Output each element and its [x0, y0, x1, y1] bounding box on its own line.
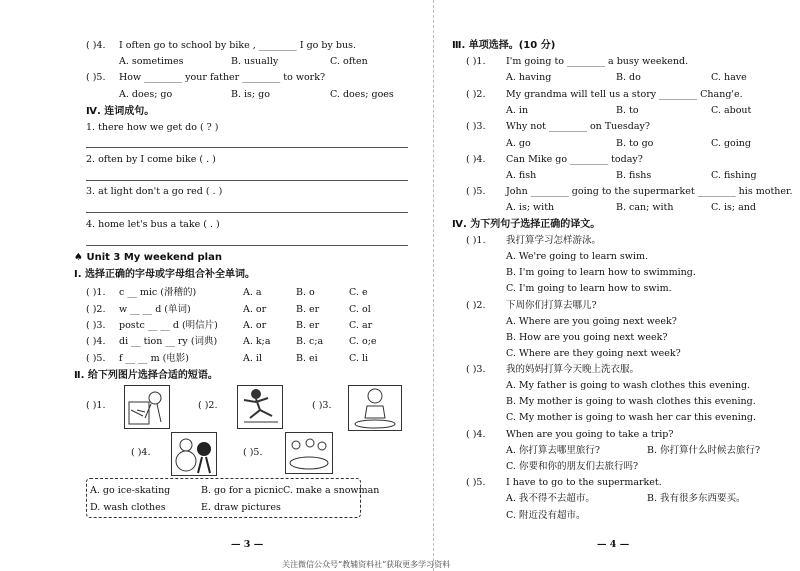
page-number-left: — 3 —: [231, 539, 264, 550]
w4-word: di __ tion __ ry (词典): [119, 336, 218, 347]
drawing-pictures-image: [124, 385, 170, 429]
w4-b: B. c;a: [296, 336, 324, 347]
t1-c: C. I'm going to learn how to swim.: [506, 283, 672, 294]
pic3-num: ( )3.: [312, 400, 332, 411]
w4-c: C. o;e: [349, 336, 377, 347]
w4-a: A. k;a: [243, 336, 271, 347]
left-q4-b: B. usually: [231, 56, 279, 67]
w3-c: C. ar: [349, 320, 373, 331]
r-q5-b: B. can; with: [616, 202, 674, 213]
phrase-d: D. wash clothes: [90, 502, 166, 513]
r-q2-num: ( )2.: [466, 89, 486, 100]
w5-num: ( )5.: [86, 353, 106, 364]
t4-a: A. 你打算去哪里旅行?: [506, 445, 600, 456]
r-q4-num: ( )4.: [466, 154, 486, 165]
answer-line-2[interactable]: [86, 180, 408, 181]
sentence-4: 4. home let's bus a take ( . ): [86, 219, 220, 230]
r-q3-num: ( )3.: [466, 121, 486, 132]
right-sec3-title: Ⅲ. 单项选择。(10 分): [452, 40, 556, 51]
w5-a: A. il: [243, 353, 262, 364]
r-q1-b: B. do: [616, 72, 641, 83]
footer-watermark: 关注微信公众号“教辅资料社”获取更多学习资料: [282, 560, 451, 569]
r-q4-b: B. fishs: [616, 170, 652, 181]
w2-num: ( )2.: [86, 304, 106, 315]
left-q5-text: How ________ your father ________ to work?: [119, 72, 326, 83]
t5-b: B. 我有很多东西要买。: [647, 493, 746, 504]
r-q5-c: C. is; and: [711, 202, 756, 213]
t4-c: C. 你要和你的朋友们去旅行吗?: [506, 461, 639, 472]
pic2-num: ( )2.: [198, 400, 218, 411]
unit-title: Unit 3 My weekend plan: [86, 252, 222, 263]
left-q4-c: C. often: [330, 56, 368, 67]
sentence-1: 1. there how we get do ( ? ): [86, 122, 219, 133]
t5-a: A. 我不得不去超市。: [506, 493, 595, 504]
left-q5-c: C. does; goes: [330, 89, 394, 100]
t5-num: ( )5.: [466, 477, 486, 488]
t2-b: B. How are you going next week?: [506, 332, 668, 343]
left-sec4-title: Ⅳ. 连词成句。: [86, 106, 155, 117]
t4-num: ( )4.: [466, 429, 486, 440]
left-q4-text: I often go to school by bike , ________ I go by bus.: [119, 40, 356, 51]
t3-text: 我的妈妈打算今天晚上洗衣服。: [506, 364, 640, 375]
answer-line-1[interactable]: [86, 147, 408, 148]
t2-num: ( )2.: [466, 300, 486, 311]
r-q1-c: C. have: [711, 72, 747, 83]
left-sec2-title: Ⅱ. 给下列图片选择合适的短语。: [74, 370, 218, 381]
t3-num: ( )3.: [466, 364, 486, 375]
w5-c: C. li: [349, 353, 369, 364]
w3-num: ( )3.: [86, 320, 106, 331]
r-q3-c: C. going: [711, 138, 752, 149]
picnic-image: [285, 432, 333, 474]
w1-b: B. o: [296, 287, 315, 298]
w2-b: B. er: [296, 304, 320, 315]
r-q2-c: C. about: [711, 105, 752, 116]
phrase-e: E. draw pictures: [201, 502, 281, 513]
t1-num: ( )1.: [466, 235, 486, 246]
left-sec1-title: Ⅰ. 选择正确的字母或字母组合补全单词。: [74, 269, 256, 280]
snowman-image: [171, 432, 217, 476]
w2-c: C. ol: [349, 304, 371, 315]
r-q3-text: Why not ________ on Tuesday?: [506, 121, 650, 132]
left-q5-a: A. does; go: [119, 89, 173, 100]
r-q4-c: C. fishing: [711, 170, 757, 181]
t2-c: C. Where are they going next week?: [506, 348, 681, 359]
right-sec4-title: Ⅳ. 为下列句子选择正确的译文。: [452, 219, 601, 230]
t3-b: B. My mother is going to wash clothes this evening.: [506, 396, 756, 407]
w3-b: B. er: [296, 320, 320, 331]
left-q4-a: A. sometimes: [119, 56, 184, 67]
w3-word: postc __ __ d (明信片): [119, 320, 218, 331]
t2-text: 下周你们打算去哪儿?: [506, 300, 597, 311]
r-q1-text: I'm going to ________ a busy weekend.: [506, 56, 689, 67]
phrase-c: C. make a snowman: [283, 485, 380, 496]
left-q5-b: B. is; go: [231, 89, 270, 100]
r-q2-text: My grandma will tell us a story ________ Chang'e.: [506, 89, 743, 100]
sentence-3: 3. at light don't a go red ( . ): [86, 186, 223, 197]
t3-c: C. My mother is going to wash her car this evening.: [506, 412, 756, 423]
w3-a: A. or: [243, 320, 267, 331]
left-q5-num: ( )5.: [86, 72, 106, 83]
page-divider: [433, 0, 434, 571]
r-q5-a: A. is; with: [506, 202, 555, 213]
w1-word: c __ mic (滑稽的): [119, 287, 197, 298]
sentence-2: 2. often by I come bike ( . ): [86, 154, 216, 165]
w1-num: ( )1.: [86, 287, 106, 298]
w5-word: f __ __ m (电影): [119, 353, 190, 364]
t1-a: A. We're going to learn swim.: [506, 251, 648, 262]
spade-icon: ♠: [74, 252, 83, 263]
ice-skating-image: [237, 385, 283, 429]
r-q3-b: B. to go: [616, 138, 654, 149]
w1-c: C. e: [349, 287, 368, 298]
answer-line-3[interactable]: [86, 212, 408, 213]
phrase-a: A. go ice-skating: [90, 485, 171, 496]
t4-text: When are you going to take a trip?: [506, 429, 674, 440]
r-q3-a: A. go: [506, 138, 531, 149]
w1-a: A. a: [243, 287, 262, 298]
answer-line-4[interactable]: [86, 245, 408, 246]
t2-a: A. Where are you going next week?: [506, 316, 677, 327]
t5-text: I have to go to the supermarket.: [506, 477, 662, 488]
r-q1-num: ( )1.: [466, 56, 486, 67]
t3-a: A. My father is going to wash clothes this evening.: [506, 380, 751, 391]
r-q5-text: John ________ going to the supermarket ________ his mother.: [506, 186, 793, 197]
w2-a: A. or: [243, 304, 267, 315]
t5-c: C. 附近没有超市。: [506, 510, 586, 521]
r-q5-num: ( )5.: [466, 186, 486, 197]
r-q1-a: A. having: [506, 72, 552, 83]
pic5-num: ( )5.: [243, 447, 263, 458]
r-q2-a: A. in: [506, 105, 529, 116]
t1-text: 我打算学习怎样游泳。: [506, 235, 602, 246]
w4-num: ( )4.: [86, 336, 106, 347]
pic4-num: ( )4.: [131, 447, 151, 458]
pic1-num: ( )1.: [86, 400, 106, 411]
page-number-right: — 4 —: [597, 539, 630, 550]
r-q4-a: A. fish: [506, 170, 537, 181]
w2-word: w __ __ d (单词): [119, 304, 191, 315]
phrase-b: B. go for a picnic: [201, 485, 284, 496]
washing-clothes-image: [348, 385, 402, 431]
t4-b: B. 你打算什么时候去旅行?: [647, 445, 761, 456]
r-q2-b: B. to: [616, 105, 639, 116]
r-q4-text: Can Mike go ________ today?: [506, 154, 643, 165]
t1-b: B. I'm going to learn how to swimming.: [506, 267, 696, 278]
left-q4-num: ( )4.: [86, 40, 106, 51]
w5-b: B. ei: [296, 353, 318, 364]
